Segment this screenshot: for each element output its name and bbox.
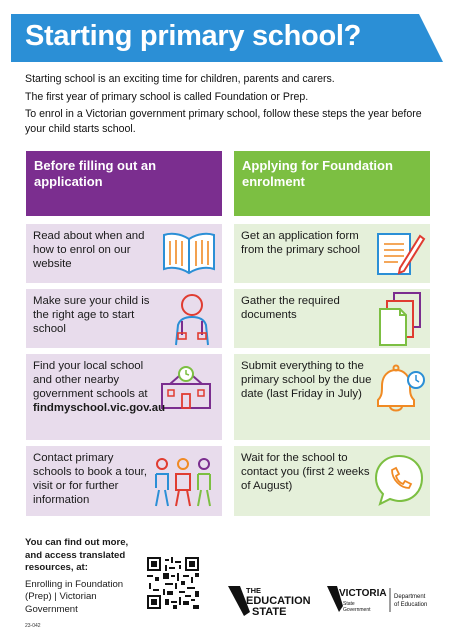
logo-education: EDUCATION (246, 595, 311, 607)
step-text: Make sure your child is the right age to start school (33, 295, 150, 335)
step-text: Gather the required documents (241, 295, 340, 321)
step-text: Submit everything to the primary school by the due date (last Friday in July) (241, 360, 372, 400)
intro-paragraph-1: Starting school is an exciting time for children, parents and carers. (25, 73, 335, 85)
logo-victoria: VICTORIA (339, 588, 387, 599)
footer-resources (25, 537, 145, 616)
step-read-about-enrolment (26, 224, 222, 283)
step-submit-by-due-date (234, 354, 430, 440)
intro-paragraph-2: The first year of primary school is called Foundation or Prep. (25, 90, 309, 103)
logo-of-education: of Education (394, 602, 428, 608)
step-gather-documents (234, 289, 430, 348)
step-check-child-age (26, 289, 222, 348)
applying-enrolment-heading: Applying for Foundation enrolment (234, 151, 430, 216)
logo-the: THE (246, 586, 261, 595)
before-application-heading: Before filling out an application (26, 151, 222, 216)
intro-text (25, 72, 425, 139)
step-text (33, 359, 223, 415)
findmyschool-link[interactable]: findmyschool.vic.gov.au (33, 402, 166, 414)
logo-state-sub: State (343, 601, 355, 607)
page-title: Starting primary school? (25, 20, 362, 52)
logo-government-sub: Government (343, 607, 371, 613)
document-code: 23-042 (25, 623, 41, 629)
step-get-application-form (234, 224, 430, 283)
footer-link[interactable]: Enrolling in Foundation (Prep) | Victorian Government (25, 578, 124, 615)
step-text-prefix: Find your local school and other nearby government schools at (33, 360, 148, 400)
open-book-icon (160, 229, 218, 277)
documents-icon (376, 291, 424, 347)
qr-code[interactable] (147, 557, 199, 609)
bell-clock-icon (370, 360, 426, 416)
step-wait-for-contact (234, 446, 430, 516)
step-contact-schools (26, 446, 222, 516)
form-pencil-icon (374, 228, 426, 278)
step-text: Get an application form from the primary school (241, 230, 361, 256)
logo-state: STATE (252, 606, 287, 618)
logo-department: Department (394, 594, 426, 600)
victoria-government-logo (327, 584, 435, 618)
children-group-icon (150, 454, 216, 510)
title-banner (11, 14, 443, 62)
step-text: Wait for the school to contact you (first 2 weeks of August) (241, 452, 370, 492)
footer-heading: You can find out more, and access translated resources, at: (25, 537, 129, 573)
step-text: Contact primary schools to book a tour, visit or for further information (33, 452, 147, 506)
intro-paragraph-3: To enrol in a Victorian government primary school, follow these steps the year before your child starts school. (25, 108, 422, 135)
phone-icon (372, 452, 426, 508)
step-find-local-school (26, 354, 222, 440)
step-text: Read about when and how to enrol on our website (33, 230, 145, 270)
education-state-logo (228, 584, 320, 618)
child-icon (168, 291, 216, 347)
